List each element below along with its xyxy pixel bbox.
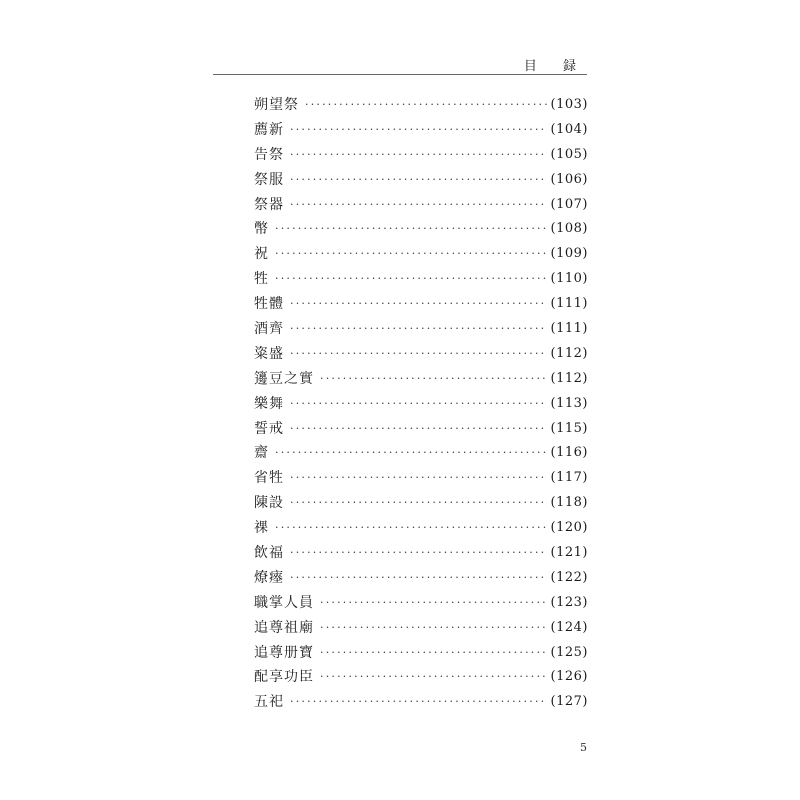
toc-entry [254, 690, 588, 715]
toc-entry [254, 267, 588, 292]
toc-entry-title: 牲體 [254, 296, 284, 313]
toc-entry [254, 193, 588, 218]
toc-entry [254, 168, 588, 193]
toc-entry-title: 祭器 [254, 196, 284, 213]
toc-dot-leader [275, 441, 547, 466]
toc-entry-page: (120) [550, 520, 588, 536]
toc-entry-page: (125) [550, 644, 588, 660]
toc-entry-page: (122) [550, 569, 588, 585]
toc-dot-leader [290, 466, 547, 491]
toc-entry [254, 118, 588, 143]
toc-entry-title: 飲福 [254, 545, 284, 562]
toc-entry-page: (116) [550, 445, 588, 461]
toc-entry-page: (124) [550, 619, 588, 635]
toc-entry-page: (109) [550, 246, 588, 262]
toc-entry [254, 566, 588, 591]
toc-dot-leader [290, 392, 547, 417]
toc-entry [254, 242, 588, 267]
toc-entry-title: 職掌人員 [254, 594, 314, 611]
toc-dot-leader [275, 516, 547, 541]
toc-entry-title: 薦新 [254, 121, 284, 138]
toc-dot-leader [290, 292, 547, 317]
header-rule [213, 74, 587, 75]
toc-entry [254, 516, 588, 541]
toc-dot-leader [290, 168, 547, 193]
toc-dot-leader [290, 342, 547, 367]
toc-entry [254, 292, 588, 317]
toc-entry [254, 392, 588, 417]
toc-entry [254, 317, 588, 342]
toc-entry [254, 417, 588, 442]
toc-dot-leader [320, 641, 547, 666]
toc-dot-leader [290, 317, 547, 342]
toc-entry-page: (105) [550, 146, 588, 162]
toc-entry-page: (106) [550, 171, 588, 187]
toc-dot-leader [275, 217, 547, 242]
toc-entry [254, 342, 588, 367]
toc-dot-leader [320, 367, 547, 392]
toc-entry-title: 配享功臣 [254, 669, 314, 686]
toc-entry-title: 省牲 [254, 470, 284, 487]
toc-dot-leader [290, 417, 547, 442]
toc-entry-page: (107) [550, 196, 588, 212]
running-head: 目 録 [523, 59, 587, 74]
toc-entry-title: 追尊祖廟 [254, 619, 314, 636]
toc-entry-title: 樂舞 [254, 395, 284, 412]
toc-dot-leader [320, 591, 547, 616]
toc-entry-page: (118) [550, 495, 588, 511]
toc-dot-leader [290, 491, 547, 516]
toc-entry-title: 幣 [254, 221, 269, 238]
toc-entry-page: (112) [550, 345, 588, 361]
toc-entry-page: (113) [550, 395, 588, 411]
toc-entry-page: (121) [550, 545, 588, 561]
toc-entry-page: (103) [550, 97, 588, 112]
toc-entry-title: 五祀 [254, 694, 284, 711]
toc-entry [254, 616, 588, 641]
toc-entry-title: 籩豆之實 [254, 370, 314, 387]
toc-entry [254, 367, 588, 392]
toc-dot-leader [305, 93, 547, 118]
toc-entry-title: 粢盛 [254, 345, 284, 362]
toc-dot-leader [275, 267, 547, 292]
toc-entry-title: 朔望祭 [254, 97, 299, 113]
toc-entry [254, 466, 588, 491]
toc-dot-leader [290, 541, 547, 566]
toc-entry-page: (110) [550, 271, 588, 287]
toc-entry-title: 祭服 [254, 171, 284, 188]
toc-entry-page: (112) [550, 370, 588, 386]
toc-dot-leader [290, 566, 547, 591]
toc-entry-page: (117) [550, 470, 588, 486]
toc-entry [254, 591, 588, 616]
toc-entry [254, 441, 588, 466]
toc-entry [254, 491, 588, 516]
toc-entry-title: 祼 [254, 520, 269, 537]
toc-entry-page: (108) [550, 221, 588, 237]
toc-entry [254, 541, 588, 566]
page-number: 5 [580, 741, 587, 754]
toc-dot-leader [290, 193, 547, 218]
toc-dot-leader [290, 143, 547, 168]
toc-entry-page: (127) [550, 694, 588, 710]
toc-dot-leader [320, 665, 547, 690]
toc-entry-title: 齋 [254, 445, 269, 462]
toc-entry [254, 93, 588, 118]
toc-entry-page: (123) [550, 594, 588, 610]
toc-entry-page: (104) [550, 121, 588, 137]
toc-dot-leader [290, 118, 547, 143]
toc-entry-title: 牲 [254, 271, 269, 288]
toc-entry-title: 酒齊 [254, 321, 284, 338]
toc-entry-title: 追尊册寶 [254, 644, 314, 661]
toc-entry [254, 641, 588, 666]
toc-entry-page: (111) [550, 321, 588, 337]
toc-entry-title: 祝 [254, 246, 269, 263]
toc-entry [254, 217, 588, 242]
toc-entry-page: (115) [550, 420, 588, 436]
toc-entry-title: 陳設 [254, 495, 284, 512]
toc-dot-leader [290, 690, 547, 715]
toc-dot-leader [320, 616, 547, 641]
toc-dot-leader [275, 242, 547, 267]
toc-entry-title: 告祭 [254, 146, 284, 163]
toc-entry-page: (126) [550, 669, 588, 685]
toc-entry [254, 665, 588, 690]
toc-entry-title: 誓戒 [254, 420, 284, 437]
toc-entry-page: (111) [550, 296, 588, 312]
toc-entry-title: 燎瘞 [254, 569, 284, 586]
table-of-contents [254, 93, 588, 715]
toc-entry [254, 143, 588, 168]
